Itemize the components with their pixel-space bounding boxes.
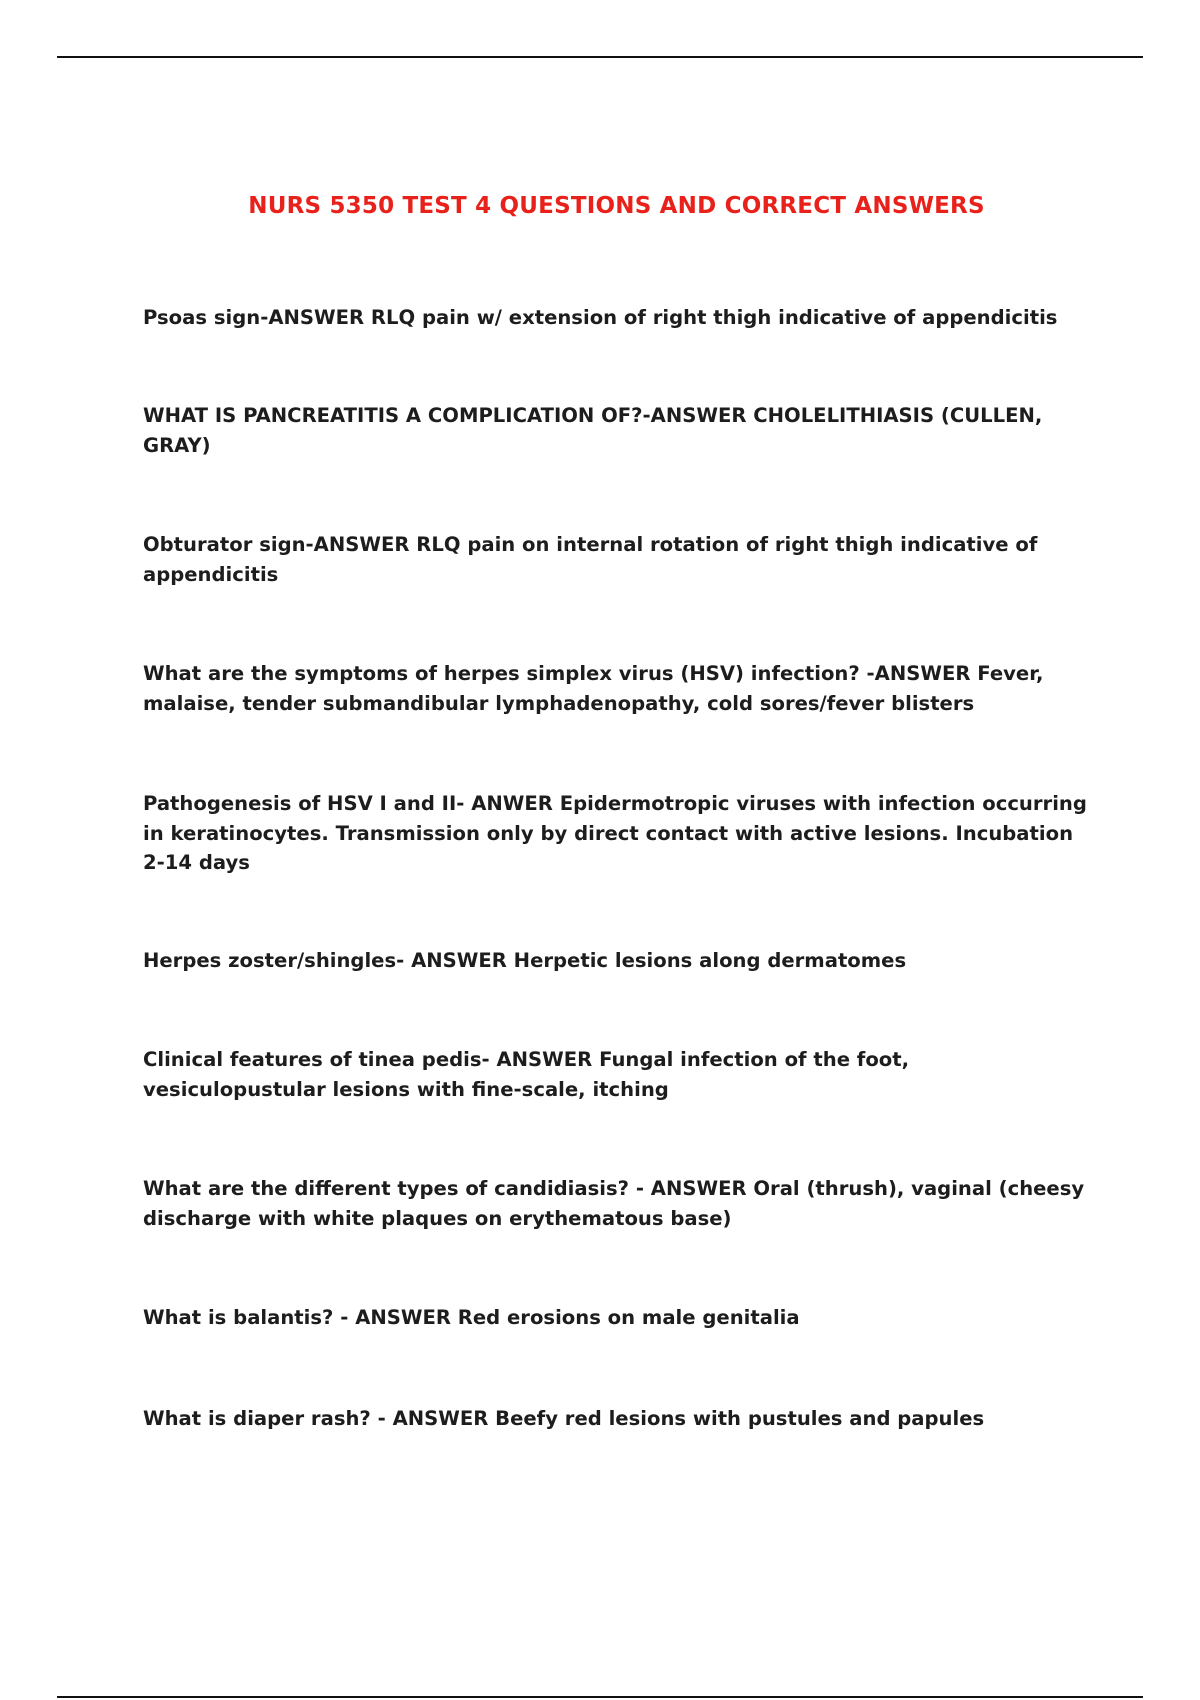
question: What is balantis? - ANSWER — [143, 1306, 451, 1329]
question: Clinical features of tinea pedis- ANSWER — [143, 1048, 593, 1071]
answer: Oral (thrush), vaginal (cheesy discharge with white plaques on erythematous base) — [143, 1177, 1085, 1230]
answer: Herpetic lesions along dermatomes — [506, 949, 907, 972]
answer: Fever, malaise, tender submandibular lymphadenopathy, cold sores/fever blisters — [143, 662, 1044, 715]
qa-item-10 — [143, 1404, 1093, 1434]
qa-item-1 — [143, 303, 1093, 333]
qa-item-9 — [143, 1303, 1093, 1333]
question: Pathogenesis of HSV I and II- ANWER — [143, 792, 553, 815]
answer: CHOLELITHIASIS (CULLEN, GRAY) — [143, 404, 1043, 457]
qa-item-5 — [143, 789, 1093, 878]
answer: RLQ pain on internal rotation of right thigh indicative of appendicitis — [143, 533, 1038, 586]
question: WHAT IS PANCREATITIS A COMPLICATION OF?-ANSWER — [143, 404, 747, 427]
answer: Epidermotropic viruses with infection occurring in keratinocytes. Transmission only by direct contact with active lesions. Incubation 2-14 days — [143, 792, 1087, 874]
answer: Beefy red lesions with pustules and papules — [488, 1407, 985, 1430]
qa-item-4 — [143, 659, 1093, 718]
question: What are the different types of candidiasis? - ANSWER — [143, 1177, 747, 1200]
question: What is diaper rash? - ANSWER — [143, 1407, 489, 1430]
top-rule — [57, 56, 1143, 58]
question: What are the symptoms of herpes simplex virus (HSV) infection? -ANSWER — [143, 662, 971, 685]
qa-item-6 — [143, 946, 1093, 976]
answer: RLQ pain w/ extension of right thigh indicative of appendicitis — [364, 306, 1058, 329]
answer: Red erosions on male genitalia — [450, 1306, 800, 1329]
qa-item-7 — [143, 1045, 1093, 1104]
qa-item-8 — [143, 1174, 1093, 1233]
answer: Fungal infection of the foot, vesiculopustular lesions with fine-scale, itching — [143, 1048, 910, 1101]
question: Psoas sign-ANSWER — [143, 306, 365, 329]
qa-item-2 — [143, 401, 1093, 460]
question: Herpes zoster/shingles- ANSWER — [143, 949, 507, 972]
qa-item-3 — [143, 530, 1093, 589]
question: Obturator sign-ANSWER — [143, 533, 410, 556]
bottom-rule — [57, 1696, 1143, 1698]
document-title: NURS 5350 TEST 4 QUESTIONS AND CORRECT ANSWERS — [248, 193, 985, 219]
